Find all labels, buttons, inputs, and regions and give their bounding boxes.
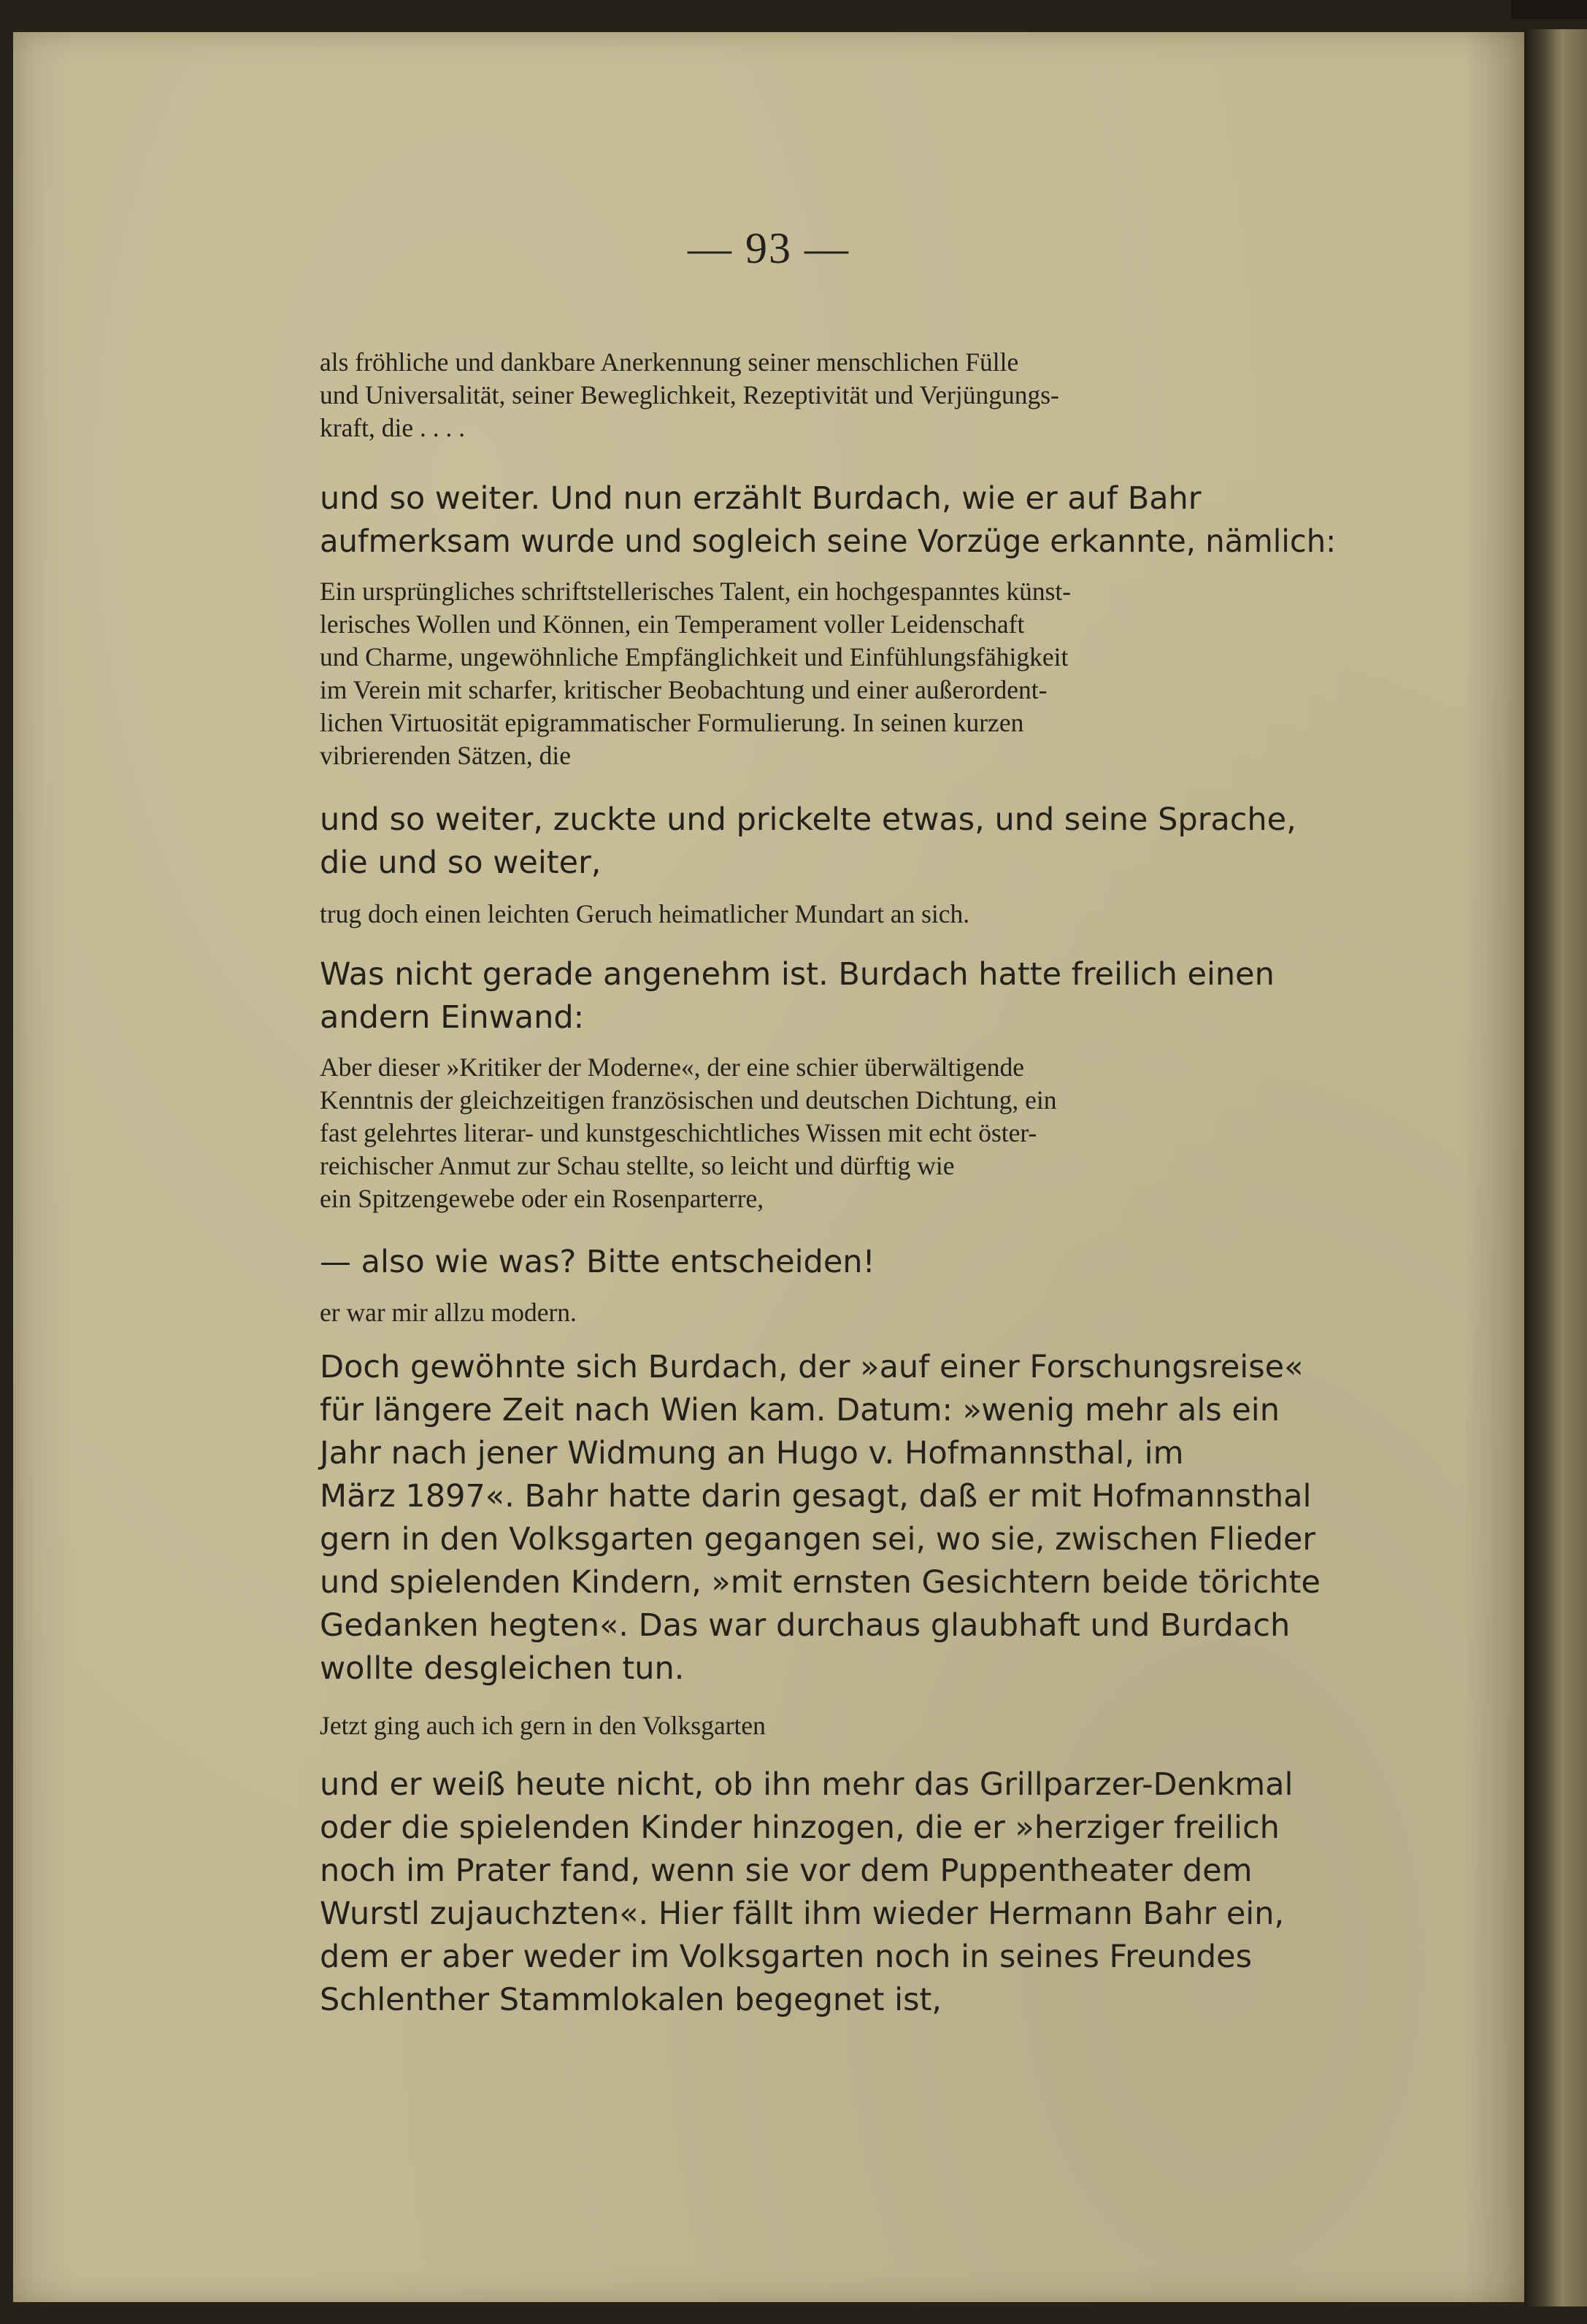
text-line: und er weiß heute nicht, ob ihn mehr das Grillparzer-Denkmal [320, 1766, 1294, 1803]
body-paragraph-6 [320, 1763, 1336, 2022]
text-line: im Verein mit scharfer, kritischer Beobachtung und einer außerordent- [320, 675, 1048, 704]
adjacent-page-edge [1524, 29, 1587, 2306]
scan-edge-strip [1511, 0, 1587, 19]
text-line: andern Einwand: [320, 999, 585, 1036]
quote-paragraph-1 [320, 346, 1336, 445]
text-line: lerisches Wollen und Können, ein Temperament voller Leidenschaft [320, 609, 1025, 639]
text-line: März 1897«. Bahr hatte darin gesagt, daß er mit Hofmannsthal [320, 1478, 1312, 1515]
text-line: Schlenther Stammlokalen begegnet ist, [320, 1982, 942, 2018]
text-line: Jahr nach jener Widmung an Hugo v. Hofmannsthal, im [320, 1435, 1184, 1471]
text-line: und Universalität, seiner Beweglichkeit, Rezeptivität und Verjüngungs- [320, 380, 1059, 409]
text-line: Was nicht gerade angenehm ist. Burdach hatte freilich einen [320, 956, 1275, 993]
text-line: — also wie was? Bitte entscheiden! [320, 1244, 875, 1280]
text-line: Gedanken hegten«. Das war durchaus glaubhaft und Burdach [320, 1607, 1291, 1644]
text-line: Aber dieser »Kritiker der Moderne«, der eine schier überwältigende [320, 1053, 1025, 1082]
text-line: reichischer Anmut zur Schau stellte, so leicht und dürftig wie [320, 1151, 955, 1180]
body-paragraph-1 [320, 477, 1336, 563]
body-paragraph-4 [320, 1241, 1336, 1284]
page-text [13, 32, 1524, 2302]
text-line: aufmerksam wurde und sogleich seine Vorzüge erkannte, nämlich: [320, 523, 1337, 560]
text-line: lichen Virtuosität epigrammatischer Formulierung. In seinen kurzen [320, 708, 1024, 737]
text-line: und spielenden Kindern, »mit ernsten Gesichtern beide törichte [320, 1564, 1321, 1601]
text-line: Jetzt ging auch ich gern in den Volksgarten [320, 1711, 766, 1740]
text-line: er war mir allzu modern. [320, 1298, 577, 1327]
text-line: als fröhliche und dankbare Anerkennung seiner menschlichen Fülle [320, 347, 1019, 377]
text-line: fast gelehrtes literar- und kunstgeschichtliches Wissen mit echt öster- [320, 1118, 1037, 1147]
text-line: Doch gewöhnte sich Burdach, der »auf einer Forschungsreise« [320, 1349, 1304, 1385]
text-line: kraft, die . . . . [320, 413, 466, 442]
text-line: gern in den Volksgarten gegangen sei, wo sie, zwischen Flieder [320, 1521, 1315, 1558]
text-line: vibrierenden Sätzen, die [320, 741, 572, 770]
page-number: — 93 — [688, 224, 850, 272]
text-line: wollte desgleichen tun. [320, 1650, 685, 1687]
quote-paragraph-5 [320, 1296, 1336, 1329]
body-paragraph-5 [320, 1346, 1336, 1690]
text-line: und so weiter. Und nun erzählt Burdach, wie er auf Bahr [320, 480, 1202, 517]
text-line: ein Spitzengewebe oder ein Rosenparterre, [320, 1184, 764, 1213]
quote-paragraph-6 [320, 1709, 1336, 1742]
text-line: und so weiter, zuckte und prickelte etwas, und seine Sprache, [320, 801, 1296, 838]
text-line: Kenntnis der gleichzeitigen französischen und deutschen Dichtung, ein [320, 1085, 1057, 1115]
book-page [13, 32, 1524, 2302]
text-line: trug doch einen leichten Geruch heimatlicher Mundart an sich. [320, 899, 970, 928]
quote-paragraph-4 [320, 1051, 1336, 1215]
quote-paragraph-2 [320, 575, 1336, 772]
body-paragraph-2 [320, 799, 1336, 885]
text-line: dem er aber weder im Volksgarten noch in seines Freundes [320, 1939, 1253, 1975]
body-paragraph-3 [320, 953, 1336, 1039]
text-line: für längere Zeit nach Wien kam. Datum: »wenig mehr als ein [320, 1392, 1280, 1428]
text-line: oder die spielenden Kinder hinzogen, die er »herziger freilich [320, 1809, 1280, 1846]
text-line: Wurstl zujauchzten«. Hier fällt ihm wieder Hermann Bahr ein, [320, 1896, 1285, 1932]
text-line: noch im Prater fand, wenn sie vor dem Puppentheater dem [320, 1852, 1253, 1889]
quote-paragraph-3 [320, 898, 1336, 931]
text-line: Ein ursprüngliches schriftstellerisches Talent, ein hochgespanntes künst- [320, 577, 1072, 606]
text-line: und Charme, ungewöhnliche Empfänglichkeit und Einfühlungsfähigkeit [320, 642, 1069, 672]
text-line: die und so weiter, [320, 844, 602, 881]
